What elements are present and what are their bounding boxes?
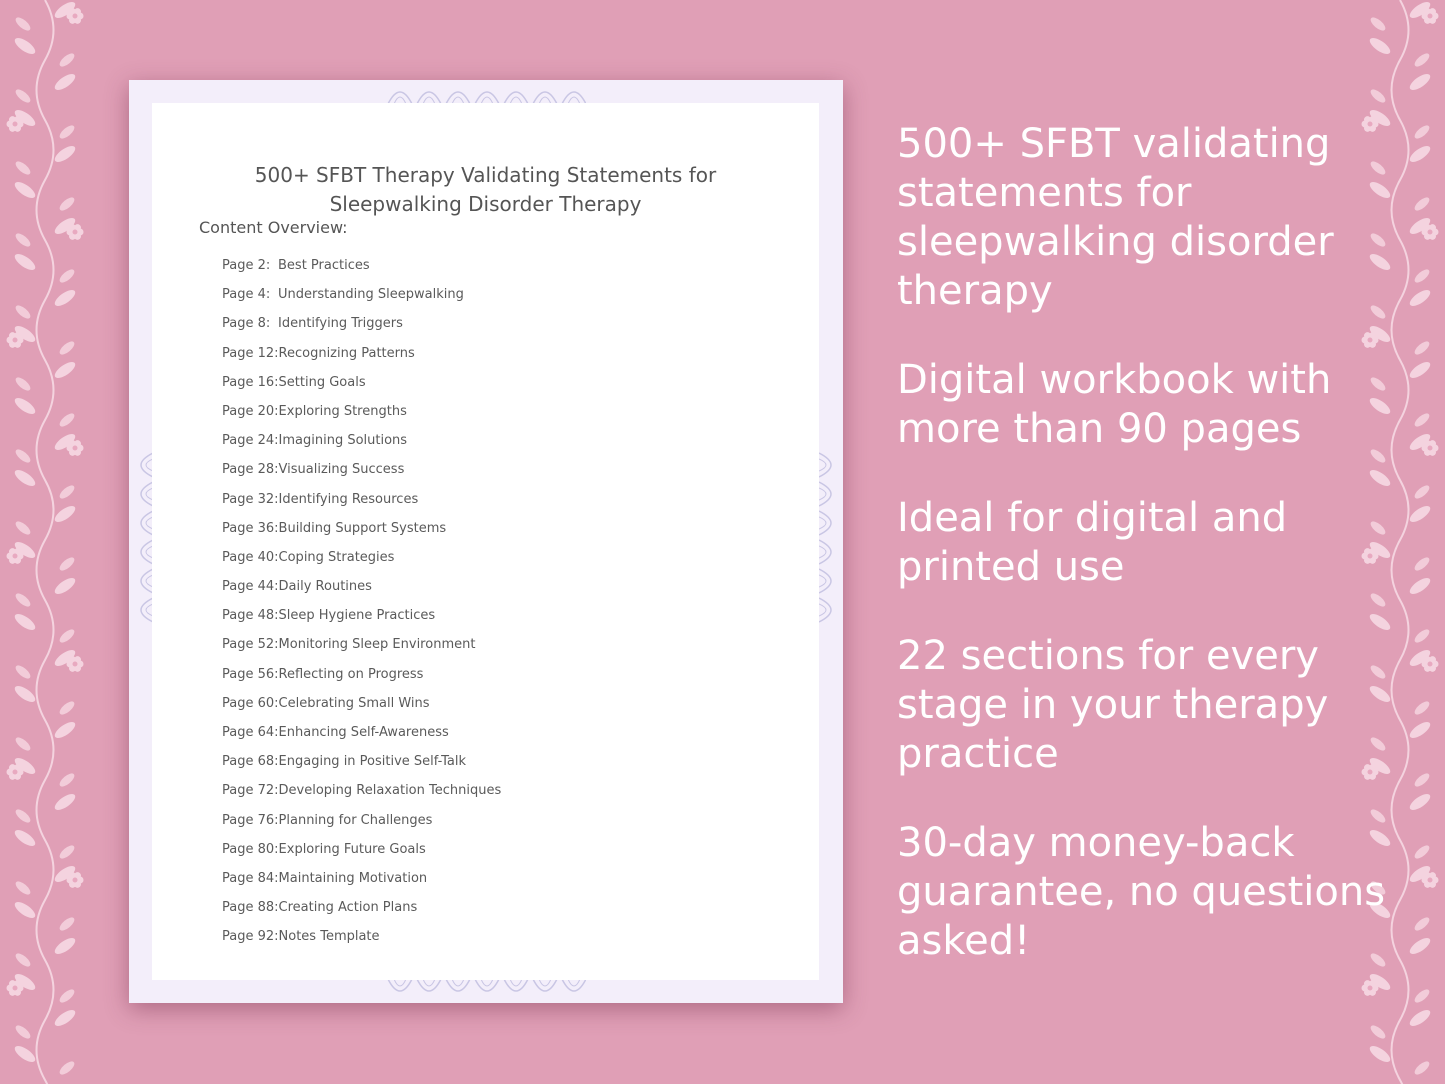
- toc-topic: Maintaining Motivation: [278, 870, 428, 886]
- content-overview-label: Content Overview:: [199, 218, 348, 237]
- document-title-line-1: 500+ SFBT Therapy Validating Statements for: [254, 163, 717, 187]
- toc-page-number: Page 92:: [222, 929, 279, 945]
- toc-item: [222, 572, 501, 601]
- toc-topic: Engaging in Positive Self-Talk: [278, 754, 467, 770]
- toc-page-number: Page 24:: [222, 433, 279, 449]
- toc-item: [222, 893, 501, 922]
- feature-item: 22 sections for every stage in your therapy practice: [897, 633, 1329, 777]
- toc-topic: Identifying Resources: [278, 491, 419, 507]
- toc-page-number: Page 72:: [222, 783, 279, 799]
- mandala-right-icon: [819, 450, 843, 630]
- feature-item: Ideal for digital and printed use: [897, 495, 1288, 590]
- toc-topic: Imagining Solutions: [278, 433, 408, 449]
- toc-page-number: Page 44:: [222, 579, 279, 595]
- toc-item: [222, 251, 501, 280]
- toc-topic: Coping Strategies: [278, 549, 395, 565]
- toc-topic: Daily Routines: [278, 579, 372, 595]
- toc-item: [222, 280, 501, 309]
- toc-topic: Best Practices: [278, 258, 370, 273]
- toc-page-number: Page 32:: [222, 491, 279, 507]
- toc-item: [222, 514, 501, 543]
- workbook-page-preview: [129, 80, 843, 1003]
- toc-page-number: Page 52:: [222, 637, 279, 653]
- toc-page-number: Page 28:: [222, 462, 279, 478]
- document-title-line-2: Sleepwalking Disorder Therapy: [329, 192, 642, 216]
- toc-topic: Exploring Future Goals: [278, 841, 426, 857]
- toc-topic: Exploring Strengths: [278, 403, 407, 419]
- toc-topic: Recognizing Patterns: [278, 345, 415, 361]
- toc-item: [222, 776, 501, 805]
- toc-page-number: Page 68:: [222, 754, 279, 770]
- mandala-bottom-icon: [386, 979, 586, 1003]
- document-title: [152, 161, 819, 219]
- table-of-contents: [222, 251, 501, 952]
- toc-item: [222, 368, 501, 397]
- toc-topic: Reflecting on Progress: [278, 666, 424, 682]
- toc-item: [222, 806, 501, 835]
- toc-topic: Understanding Sleepwalking: [278, 287, 464, 303]
- toc-topic: Enhancing Self-Awareness: [278, 725, 449, 740]
- toc-page-number: Page 76:: [222, 812, 279, 828]
- toc-page-number: Page 64:: [222, 725, 279, 740]
- toc-item: [222, 718, 501, 747]
- toc-item: [222, 455, 501, 484]
- toc-page-number: Page 56:: [222, 666, 279, 682]
- toc-topic: Celebrating Small Wins: [278, 695, 430, 711]
- toc-page-number: Page 84:: [222, 870, 279, 886]
- mandala-left-icon: [129, 450, 153, 630]
- toc-page-number: Page 12:: [222, 345, 279, 361]
- toc-page-number: Page 40:: [222, 549, 279, 565]
- toc-page-number: Page 88:: [222, 900, 279, 916]
- workbook-sheet: [152, 103, 819, 980]
- toc-item: [222, 426, 501, 455]
- toc-item: [222, 630, 501, 659]
- toc-topic: Monitoring Sleep Environment: [278, 637, 476, 653]
- toc-topic: Building Support Systems: [278, 520, 447, 536]
- toc-item: [222, 922, 501, 951]
- toc-topic: Setting Goals: [278, 374, 366, 390]
- toc-item: [222, 309, 501, 338]
- feature-item: 500+ SFBT validating statements for sleepwalking disorder therapy: [897, 121, 1334, 314]
- toc-item: [222, 339, 501, 368]
- toc-item: [222, 543, 501, 572]
- toc-item: [222, 397, 501, 426]
- toc-page-number: Page 8:: [222, 316, 271, 332]
- toc-item: [222, 747, 501, 776]
- toc-item: [222, 660, 501, 689]
- toc-item: [222, 689, 501, 718]
- toc-topic: Sleep Hygiene Practices: [278, 608, 436, 624]
- toc-page-number: Page 4:: [222, 287, 271, 303]
- toc-page-number: Page 36:: [222, 520, 279, 536]
- toc-item: [222, 835, 501, 864]
- toc-item: [222, 864, 501, 893]
- feature-item: 30-day money-back guarantee, no questions asked!: [897, 820, 1386, 964]
- toc-topic: Visualizing Success: [278, 462, 405, 478]
- toc-page-number: Page 20:: [222, 403, 279, 419]
- toc-page-number: Page 16:: [222, 374, 279, 390]
- toc-item: [222, 485, 501, 514]
- toc-page-number: Page 48:: [222, 608, 279, 624]
- floral-vine-left-icon: [0, 0, 90, 1084]
- feature-item: Digital workbook with more than 90 pages: [897, 357, 1332, 452]
- toc-topic: Developing Relaxation Techniques: [278, 783, 502, 799]
- toc-topic: Creating Action Plans: [278, 900, 418, 916]
- mandala-top-icon: [386, 80, 586, 104]
- toc-page-number: Page 2:: [222, 258, 271, 273]
- toc-topic: Notes Template: [278, 929, 380, 945]
- toc-item: [222, 601, 501, 630]
- feature-list: [897, 120, 1397, 1006]
- toc-topic: Planning for Challenges: [278, 812, 433, 828]
- toc-topic: Identifying Triggers: [278, 316, 403, 332]
- toc-page-number: Page 80:: [222, 841, 279, 857]
- toc-page-number: Page 60:: [222, 695, 279, 711]
